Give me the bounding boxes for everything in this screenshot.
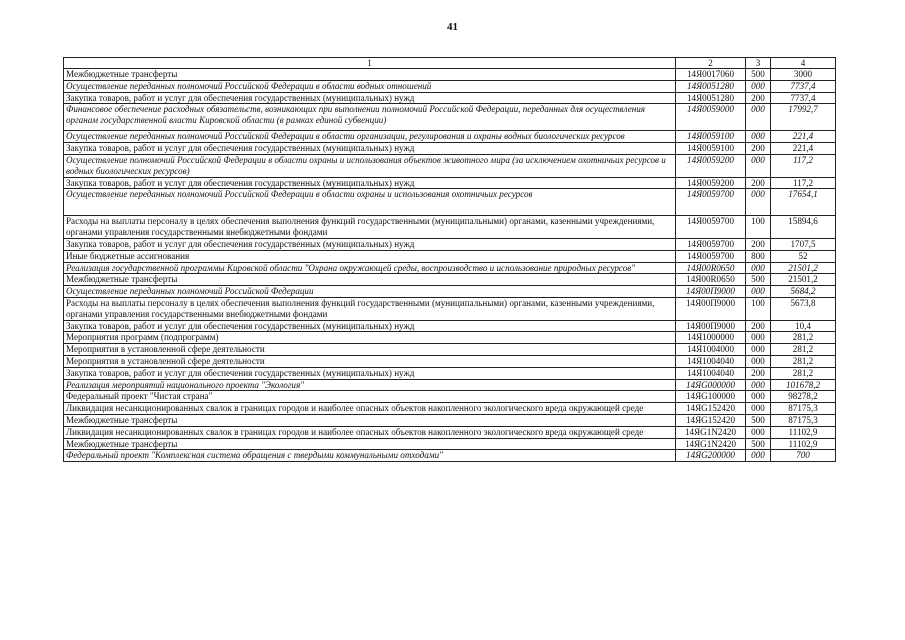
row-code: 14Я0051280: [676, 92, 746, 104]
row-code: 14Я1004040: [676, 355, 746, 367]
header-row: [64, 58, 836, 69]
table-row: [64, 92, 836, 104]
table-row: [64, 238, 836, 250]
row-group: 200: [746, 143, 771, 155]
table-row: [64, 131, 836, 143]
row-amount: 117,2: [771, 177, 836, 189]
row-name: Ликвидация несанкционированных свалок в границах городов и наиболее опасных объектов накопленного экологического вреда окружающей среде: [64, 403, 676, 415]
row-group: 100: [746, 216, 771, 239]
header-col-4: 4: [771, 58, 836, 69]
row-amount: 5684,2: [771, 286, 836, 298]
row-code: 14Я0059700: [676, 189, 746, 216]
row-code: 14ЯG1N2420: [676, 426, 746, 438]
table-row: [64, 286, 836, 298]
row-code: 14Я1004000: [676, 344, 746, 356]
table-row: [64, 104, 836, 131]
row-code: 14Я0059700: [676, 216, 746, 239]
table-row: [64, 403, 836, 415]
row-group: 000: [746, 426, 771, 438]
row-group: 200: [746, 320, 771, 332]
row-group: 000: [746, 286, 771, 298]
row-amount: 21501,2: [771, 274, 836, 286]
table-row: [64, 367, 836, 379]
row-code: 14ЯG1N2420: [676, 438, 746, 450]
header-col-1: 1: [64, 58, 676, 69]
table-row: [64, 391, 836, 403]
row-name: Осуществление переданных полномочий Российской Федерации в области охраны и использования охотничьих ресурсов: [64, 189, 676, 216]
row-amount: 221,4: [771, 131, 836, 143]
row-code: 14Я0059200: [676, 154, 746, 177]
row-amount: 98278,2: [771, 391, 836, 403]
table-row: [64, 216, 836, 239]
row-group: 100: [746, 297, 771, 320]
table-row: [64, 80, 836, 92]
row-group: 500: [746, 438, 771, 450]
table-row: [64, 177, 836, 189]
row-amount: 15894,6: [771, 216, 836, 239]
row-code: 14Я00R0650: [676, 274, 746, 286]
row-amount: 117,2: [771, 154, 836, 177]
row-group: 500: [746, 414, 771, 426]
row-code: 14Я00П9000: [676, 320, 746, 332]
row-amount: 52: [771, 250, 836, 262]
row-group: 000: [746, 154, 771, 177]
row-code: 14ЯG152420: [676, 403, 746, 415]
table-row: [64, 143, 836, 155]
row-name: Федеральный проект "Чистая страна": [64, 391, 676, 403]
row-name: Закупка товаров, работ и услуг для обеспечения государственных (муниципальных) нужд: [64, 367, 676, 379]
row-amount: 221,4: [771, 143, 836, 155]
row-amount: 11102,9: [771, 426, 836, 438]
row-amount: 17654,1: [771, 189, 836, 216]
row-group: 000: [746, 379, 771, 391]
row-name: Расходы на выплаты персоналу в целях обеспечения выполнения функций государственными (муниципальными) органами, казенными учреждениями, органами управления государственными внебюджетными фондами: [64, 297, 676, 320]
row-amount: 7737,4: [771, 92, 836, 104]
row-group: 000: [746, 262, 771, 274]
row-code: 14Я0059100: [676, 131, 746, 143]
table-row: [64, 154, 836, 177]
row-amount: 10,4: [771, 320, 836, 332]
row-group: 000: [746, 80, 771, 92]
row-group: 800: [746, 250, 771, 262]
table-row: [64, 355, 836, 367]
table-row: [64, 320, 836, 332]
row-group: 000: [746, 189, 771, 216]
row-amount: 101678,2: [771, 379, 836, 391]
row-code: 14Я0059700: [676, 250, 746, 262]
row-name: Мероприятия в установленной сфере деятельности: [64, 344, 676, 356]
row-name: Межбюджетные трансферты: [64, 438, 676, 450]
row-group: 000: [746, 104, 771, 131]
row-amount: 5673,8: [771, 297, 836, 320]
table-row: [64, 69, 836, 81]
row-name: Закупка товаров, работ и услуг для обеспечения государственных (муниципальных) нужд: [64, 320, 676, 332]
table-row: [64, 250, 836, 262]
row-group: 200: [746, 238, 771, 250]
row-amount: 281,2: [771, 355, 836, 367]
row-name: Межбюджетные трансферты: [64, 414, 676, 426]
table-row: [64, 438, 836, 450]
row-name: Мероприятия программ (подпрограмм): [64, 332, 676, 344]
row-code: 14ЯG000000: [676, 379, 746, 391]
row-name: Закупка товаров, работ и услуг для обеспечения государственных (муниципальных) нужд: [64, 177, 676, 189]
row-group: 500: [746, 274, 771, 286]
row-group: 200: [746, 367, 771, 379]
row-name: Осуществление полномочий Российской Федерации в области охраны и использования объектов животного мира (за исключением охотничьих ресурсов и водных биологических ресурсов): [64, 154, 676, 177]
row-amount: 17992,7: [771, 104, 836, 131]
row-code: 14Я00П9000: [676, 297, 746, 320]
row-amount: 281,2: [771, 332, 836, 344]
row-amount: 87175,3: [771, 403, 836, 415]
row-name: Межбюджетные трансферты: [64, 69, 676, 81]
row-amount: 21501,2: [771, 262, 836, 274]
table-row: [64, 297, 836, 320]
table-row: [64, 414, 836, 426]
table-row: [64, 262, 836, 274]
row-name: Федеральный проект "Комплексная система обращения с твердыми коммунальными отходами": [64, 450, 676, 462]
row-name: Закупка товаров, работ и услуг для обеспечения государственных (муниципальных) нужд: [64, 92, 676, 104]
page-number: 41: [447, 21, 458, 33]
row-name: Расходы на выплаты персоналу в целях обеспечения выполнения функций государственными (муниципальными) органами, казенными учреждениями, органами управления государственными внебюджетными фондами: [64, 216, 676, 239]
row-code: 14Я0051280: [676, 80, 746, 92]
table-row: [64, 426, 836, 438]
header-col-2: 2: [676, 58, 746, 69]
row-name: Закупка товаров, работ и услуг для обеспечения государственных (муниципальных) нужд: [64, 143, 676, 155]
row-amount: 3000: [771, 69, 836, 81]
row-group: 500: [746, 69, 771, 81]
row-code: 14ЯG200000: [676, 450, 746, 462]
row-name: Финансовое обеспечение расходных обязательств, возникающих при выполнении полномочий Российской Федерации, переданных для осуществления органам государственной власти Кировской области (в рамках единой субвенции): [64, 104, 676, 131]
row-name: Иные бюджетные ассигнования: [64, 250, 676, 262]
row-group: 000: [746, 344, 771, 356]
row-group: 200: [746, 177, 771, 189]
table-row: [64, 379, 836, 391]
row-code: 14ЯG100000: [676, 391, 746, 403]
table-row: [64, 344, 836, 356]
row-name: Осуществление переданных полномочий Российской Федерации: [64, 286, 676, 298]
table-row: [64, 189, 836, 216]
row-name: Межбюджетные трансферты: [64, 274, 676, 286]
table-row: [64, 450, 836, 462]
row-code: 14Я1004040: [676, 367, 746, 379]
row-amount: 281,2: [771, 367, 836, 379]
row-code: 14Я1000000: [676, 332, 746, 344]
row-group: 000: [746, 131, 771, 143]
row-code: 14Я0059100: [676, 143, 746, 155]
row-code: 14Я00R0650: [676, 262, 746, 274]
row-name: Реализация государственной программы Кировской области "Охрана окружающей среды, воспроизводство и использование природных ресурсов": [64, 262, 676, 274]
table-row: [64, 332, 836, 344]
row-group: 000: [746, 403, 771, 415]
row-group: 000: [746, 332, 771, 344]
row-amount: 281,2: [771, 344, 836, 356]
row-name: Ликвидация несанкционированных свалок в границах городов и наиболее опасных объектов накопленного экологического вреда окружающей среде: [64, 426, 676, 438]
table-body: [64, 69, 836, 462]
row-group: 000: [746, 391, 771, 403]
row-code: 14Я0017060: [676, 69, 746, 81]
row-code: 14Я0059700: [676, 238, 746, 250]
row-name: Реализация мероприятий национального проекта "Экология": [64, 379, 676, 391]
row-amount: 1707,5: [771, 238, 836, 250]
row-group: 200: [746, 92, 771, 104]
row-name: Мероприятия в установленной сфере деятельности: [64, 355, 676, 367]
row-amount: 7737,4: [771, 80, 836, 92]
table-row: [64, 274, 836, 286]
row-name: Осуществление переданных полномочий Российской Федерации в области организации, регулирования и охраны водных биологических ресурсов: [64, 131, 676, 143]
row-group: 000: [746, 355, 771, 367]
row-code: 14ЯG152420: [676, 414, 746, 426]
row-name: Закупка товаров, работ и услуг для обеспечения государственных (муниципальных) нужд: [64, 238, 676, 250]
header-col-3: 3: [746, 58, 771, 69]
row-group: 000: [746, 450, 771, 462]
row-code: 14Я0059200: [676, 177, 746, 189]
row-code: 14Я00П9000: [676, 286, 746, 298]
row-amount: 700: [771, 450, 836, 462]
budget-table: [63, 57, 836, 462]
row-amount: 87175,3: [771, 414, 836, 426]
row-amount: 11102,9: [771, 438, 836, 450]
row-code: 14Я0059000: [676, 104, 746, 131]
row-name: Осуществление переданных полномочий Российской Федерации в области водных отношений: [64, 80, 676, 92]
